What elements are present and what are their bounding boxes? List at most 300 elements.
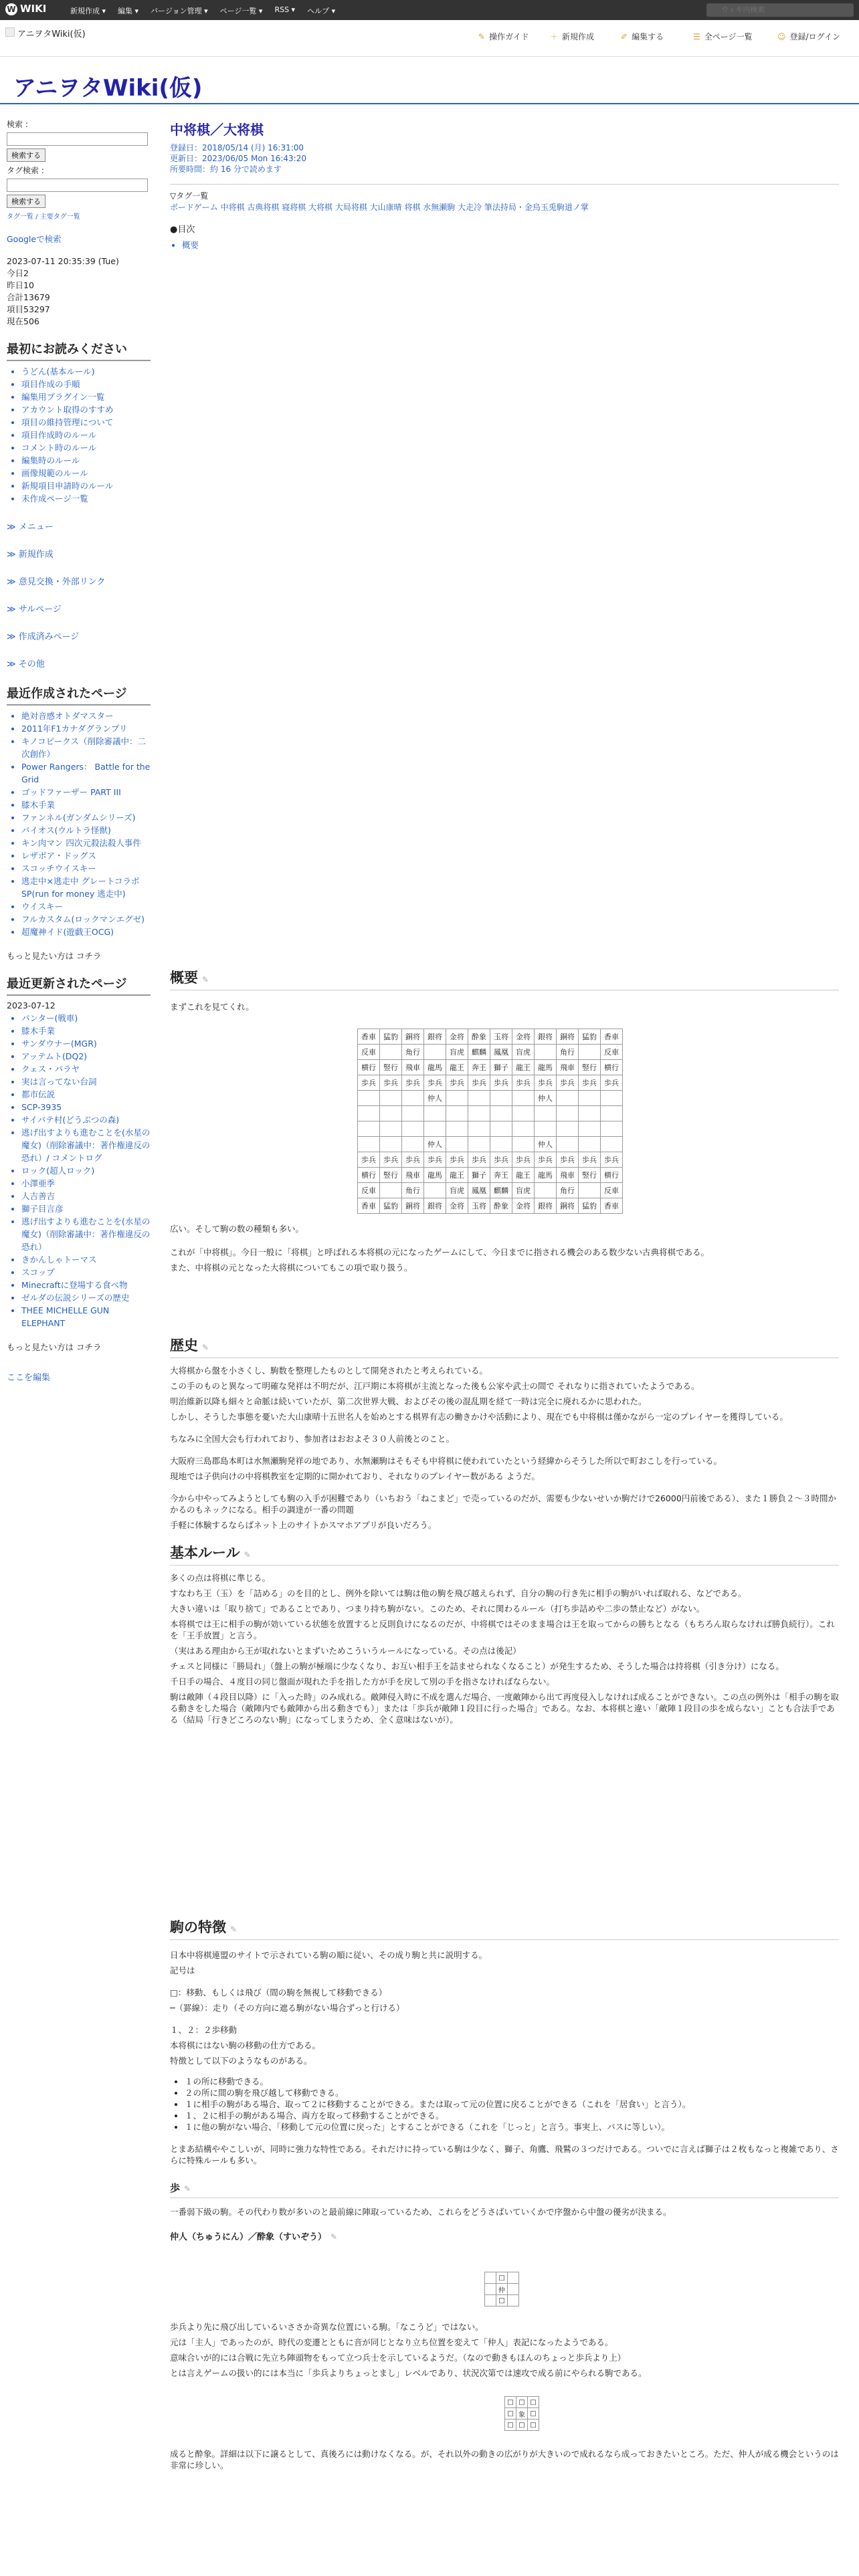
list-item[interactable]: • ロック(超人ロック) xyxy=(21,1164,151,1177)
suizo-move-diagram xyxy=(504,2396,839,2431)
recent-created-list xyxy=(7,710,151,938)
list-item[interactable]: • ゼルダの伝説シリーズの歴史 xyxy=(21,1291,151,1304)
board-cell xyxy=(446,1091,468,1106)
chunin-body xyxy=(170,2321,839,2379)
board-cell: 歩兵 xyxy=(424,1075,446,1091)
board-cell: 銀将 xyxy=(424,1198,446,1214)
board-cell xyxy=(535,1183,557,1198)
board-cell: 歩兵 xyxy=(557,1075,579,1091)
list-item: • １に相手の駒がある場合、取って２に移動することができる。または取って元の位置に戻ることができる（これを「居食い」と言う）。 xyxy=(185,2099,839,2110)
new-page-button[interactable] xyxy=(550,31,594,42)
board-cell: 反車 xyxy=(358,1045,380,1060)
tag-section xyxy=(170,184,839,213)
pieces-para: 特徴として以下のようなものがある。 xyxy=(170,2056,312,2066)
board-cell: 金将 xyxy=(512,1198,535,1214)
board-cell xyxy=(424,1183,446,1198)
board-row xyxy=(358,1168,623,1183)
board-cell xyxy=(601,1106,623,1121)
grid-cell xyxy=(485,2284,496,2295)
user-icon: ☺ xyxy=(777,32,786,41)
shogi-board xyxy=(357,1029,839,1214)
rules-para: チェスと同様に「勝局れ」（盤上の駒が極端に少なくなり、お互い相手王を詰ませられなくなること）が発生するため、そうした場合は持将棋（引き分け）になる。 xyxy=(170,1661,784,1671)
board-row xyxy=(358,1091,623,1106)
edit-section-icon[interactable]: ✎ xyxy=(244,1550,251,1560)
board-cell xyxy=(557,1091,579,1106)
board-cell xyxy=(380,1137,402,1152)
list-item[interactable]: • 新規項目申請時のルール xyxy=(21,479,151,492)
board-table xyxy=(357,1029,623,1214)
board-cell xyxy=(601,1091,623,1106)
history-para: 大将棋から盤を小さくし、駒数を整理したものとして開発されたと考えられている。 xyxy=(170,1366,488,1376)
grid-cell: □ xyxy=(505,2420,516,2431)
list-item[interactable]: • SCP-3935 xyxy=(21,1101,151,1113)
board-cell: 獅子 xyxy=(468,1168,490,1183)
list-item[interactable]: • 獅子目言彦 xyxy=(21,1202,151,1215)
board-cell xyxy=(424,1106,446,1121)
menu-rss[interactable]: RSS ▾ xyxy=(274,5,296,14)
overview-body xyxy=(170,1223,839,1273)
list-item[interactable]: • フルカスタム(ロックマンエグゼ) xyxy=(21,913,151,926)
board-cell: 鳳凰 xyxy=(468,1183,490,1198)
list-item: • １に他の駒がない場合、「移動して元の位置に戻った」とすることができる（これを「じっと」と言う。事実上、パスに等しい）。 xyxy=(185,2121,839,2133)
stat-today: 今日2 xyxy=(7,268,29,278)
list-item[interactable]: • 都市伝説 xyxy=(21,1088,151,1101)
edit-section-icon[interactable]: ✎ xyxy=(184,2184,191,2193)
chunin-para: 元は「主人」であったのが、時代の変遷とともに音が同じとなり立ち位置を変えて「仲人」表記になったようである。 xyxy=(170,2337,613,2347)
toc-item[interactable]: • 概要 xyxy=(182,240,839,251)
all-pages-button[interactable] xyxy=(693,31,753,42)
board-cell: 歩兵 xyxy=(446,1075,468,1091)
board-cell: 歩兵 xyxy=(490,1152,512,1168)
board-cell xyxy=(402,1091,424,1106)
history-para: 現地では子供向けの中将棋教室を定期的に開かれており、それなりのプレイヤー数がある ようだ。 xyxy=(170,1471,540,1481)
pieces-para: □：移動、もしくは飛び（間の駒を無視して移動できる） xyxy=(170,1988,387,1998)
google-search-link[interactable]: Googleで検索 xyxy=(7,234,62,244)
overview-intro: まずこれを見てくれ。 xyxy=(170,1002,254,1012)
overview-heading xyxy=(170,963,839,990)
first-read-list xyxy=(7,365,151,505)
board-cell xyxy=(579,1106,601,1121)
side-search-button[interactable]: 検索する xyxy=(7,148,45,162)
list-item[interactable]: • 項目の維持管理について xyxy=(21,416,151,429)
site-name[interactable] xyxy=(5,27,86,39)
board-cell: 角行 xyxy=(557,1045,579,1060)
list-item[interactable]: • 実は言ってない台詞 xyxy=(21,1075,151,1088)
board-cell: 龍馬 xyxy=(535,1060,557,1075)
list-item[interactable]: • クェス・パラヤ xyxy=(21,1063,151,1075)
top-menu xyxy=(70,5,335,16)
list-item[interactable]: • 小澤亜季 xyxy=(21,1177,151,1190)
history-para: この手のものと異なって明確な発祥は不明だが、江戸期に本将棋が主流となった後も公家や武士の間で それなりに指されていたようである。 xyxy=(170,1381,700,1391)
login-label: 登録/ログイン xyxy=(789,32,840,41)
list-item: • １の所に移動できる。 xyxy=(185,2076,839,2087)
board-cell: 竪行 xyxy=(380,1168,402,1183)
wiki-logo-icon: W xyxy=(5,3,17,15)
grid-cell: □ xyxy=(516,2420,528,2431)
board-cell: 仲人 xyxy=(535,1137,557,1152)
board-cell xyxy=(512,1137,535,1152)
rules-body xyxy=(170,1572,839,1725)
edit-section-icon[interactable]: ✎ xyxy=(330,2232,338,2242)
board-row xyxy=(358,1183,623,1198)
article-title: 中将棋／大将棋 xyxy=(170,122,264,138)
board-cell: 銅将 xyxy=(402,1198,424,1214)
top-bar xyxy=(0,0,859,20)
board-cell: 玉将 xyxy=(468,1198,490,1214)
board-cell: 麒麟 xyxy=(490,1183,512,1198)
board-cell: 歩兵 xyxy=(601,1075,623,1091)
created-link[interactable]: ≫ 作成済みページ xyxy=(7,632,80,642)
list-item[interactable]: • 逃げ出すよりも進むことを(水星の魔女)（削除審議中：著作権違反の恐れ） xyxy=(21,1215,151,1253)
pieces-para: 記号は xyxy=(170,1965,195,1975)
board-cell xyxy=(468,1106,490,1121)
board-cell: 盲虎 xyxy=(446,1045,468,1060)
top-search-input[interactable] xyxy=(706,3,854,17)
list-item[interactable]: • 膝木手業 xyxy=(21,1025,151,1037)
edit-button[interactable] xyxy=(621,31,664,42)
grid-row xyxy=(505,2408,539,2420)
board-cell: 横行 xyxy=(601,1060,623,1075)
section-fu xyxy=(170,2178,839,2218)
board-cell: 銅将 xyxy=(557,1198,579,1214)
other-link[interactable]: ≫ その他 xyxy=(7,659,45,669)
grid-cell xyxy=(485,2295,496,2306)
overview-para-2: これが「中将棋」。今日一般に「将棋」と呼ばれる本将棋の元になったゲームにして、今日までに指される機会のある数少ない古典将棋である。 xyxy=(170,1247,710,1257)
pieces-para: １、２：２歩移動 xyxy=(170,2025,237,2035)
board-cell xyxy=(402,1137,424,1152)
list-item[interactable]: • 未作成ページ一覧 xyxy=(21,492,151,505)
board-cell: 歩兵 xyxy=(601,1152,623,1168)
rules-heading xyxy=(170,1538,839,1566)
list-item[interactable]: • 項目作成時のルール xyxy=(21,429,151,441)
board-cell: 歩兵 xyxy=(579,1152,601,1168)
list-item[interactable]: • 人吉善吉 xyxy=(21,1190,151,1202)
list-item[interactable]: • THEE MICHELLE GUN ELEPHANT xyxy=(21,1304,151,1329)
list-item[interactable]: • うどん(基本ルール) xyxy=(21,365,151,378)
grid-row xyxy=(505,2397,539,2408)
board-cell: 飛車 xyxy=(402,1060,424,1075)
board-cell xyxy=(402,1121,424,1137)
board-cell: 歩兵 xyxy=(358,1075,380,1091)
board-row xyxy=(358,1075,623,1091)
tag-search-label: タグ検索 : xyxy=(7,166,44,175)
board-cell: 猛豹 xyxy=(579,1198,601,1214)
list-icon: ☰ xyxy=(693,32,700,41)
board-cell: 酔象 xyxy=(468,1029,490,1045)
stat-now: 現在506 xyxy=(7,316,39,326)
board-cell: 獅子 xyxy=(490,1060,512,1075)
fu-para: 一番弱下級の駒。その代わり数が多いのと最前線に陣取っているため、これらをどうさばいていくかで序盤から中盤の優劣が決まる。 xyxy=(170,2207,672,2217)
list-item[interactable]: • レザボア・ドッグス xyxy=(21,849,151,862)
more-updated-link[interactable]: もっと見たい方は コチラ xyxy=(7,1342,102,1352)
chunin-after-para: 成ると酔象。詳細は以下に譲るとして、真後ろには動けなくなる。が、それ以外の動きの広がりが大きいので成れるなら成っておきたいところ。ただ、仲人が成る機会というのは非常に珍しい。 xyxy=(170,2449,839,2470)
grid-cell: □ xyxy=(505,2408,516,2420)
pieces-heading xyxy=(170,1913,839,1940)
guide-icon: ✎ xyxy=(478,32,486,41)
board-cell xyxy=(380,1106,402,1121)
plus-icon: ＋ xyxy=(550,32,559,41)
list-item[interactable]: • きかんしゃトーマス xyxy=(21,1253,151,1266)
board-cell: 龍王 xyxy=(512,1168,535,1183)
pieces-para: 日本中将棋連盟のサイトで示されている駒の順に従い、その成り駒と共に説明する。 xyxy=(170,1950,488,1960)
chunin-heading xyxy=(170,2227,839,2245)
board-cell: 香車 xyxy=(601,1198,623,1214)
menu-pagelist[interactable]: ページ一覧 ▾ xyxy=(219,7,263,15)
board-cell xyxy=(601,1137,623,1152)
board-cell: 歩兵 xyxy=(512,1075,535,1091)
board-cell: 横行 xyxy=(358,1168,380,1183)
grid-cell xyxy=(508,2284,519,2295)
list-item[interactable]: • スコップ xyxy=(21,1266,151,1279)
list-item[interactable]: • 画像規範のルール xyxy=(21,467,151,479)
board-cell: 反車 xyxy=(601,1183,623,1198)
list-item[interactable]: • 膝木手業 xyxy=(21,798,151,811)
more-created-link[interactable]: もっと見たい方は コチラ xyxy=(7,951,102,961)
grid-row xyxy=(485,2295,519,2306)
grid-cell: □ xyxy=(528,2420,539,2431)
fu-heading xyxy=(170,2178,839,2198)
board-cell: 盲虎 xyxy=(446,1183,468,1198)
login-button[interactable] xyxy=(777,31,840,42)
board-cell xyxy=(512,1121,535,1137)
board-cell xyxy=(601,1121,623,1137)
board-cell: 猛豹 xyxy=(380,1198,402,1214)
section-history xyxy=(170,1331,839,1535)
board-cell xyxy=(446,1137,468,1152)
pencil-icon: ✐ xyxy=(621,32,628,41)
chunin-para: 歩兵より先に飛び出しているいささか奇異な位置にいる駒。「なこうど」ではない。 xyxy=(170,2322,484,2332)
board-cell: 龍王 xyxy=(446,1168,468,1183)
toc-heading: ●目次 xyxy=(170,225,195,235)
board-cell xyxy=(468,1137,490,1152)
board-cell: 歩兵 xyxy=(358,1152,380,1168)
board-cell: 竪行 xyxy=(579,1060,601,1075)
list-item[interactable]: • コメント時のルール xyxy=(21,441,151,454)
board-cell xyxy=(402,1106,424,1121)
board-cell: 歩兵 xyxy=(557,1152,579,1168)
fu-heading-text: 歩 xyxy=(170,2182,181,2194)
board-cell: 歩兵 xyxy=(446,1152,468,1168)
board-cell xyxy=(468,1091,490,1106)
board-cell: 歩兵 xyxy=(402,1075,424,1091)
board-cell: 歩兵 xyxy=(424,1152,446,1168)
pieces-heading-text: 駒の特徴 xyxy=(170,1919,226,1935)
tag-links[interactable]: ボードゲーム 中将棋 古典将棋 寝将棋 大将棋 大局将棋 大山康晴 将棋 水無瀬駒 大走冷 筆法持局・金烏玉兎駒道ノ掌 xyxy=(170,203,589,212)
list-item[interactable]: • 2011年F1カナダグランプリ xyxy=(21,722,151,735)
board-cell xyxy=(424,1045,446,1060)
board-cell xyxy=(579,1091,601,1106)
board-cell: 盲虎 xyxy=(512,1045,535,1060)
board-cell: 銀将 xyxy=(424,1029,446,1045)
all-pages-label: 全ページ一覧 xyxy=(704,32,753,41)
section-overview xyxy=(170,963,839,1277)
first-read-heading: 最初にお読みください xyxy=(7,340,151,361)
grid-cell: □ xyxy=(516,2397,528,2408)
board-cell xyxy=(535,1121,557,1137)
board-cell: 奔王 xyxy=(490,1168,512,1183)
board-cell: 角行 xyxy=(402,1045,424,1060)
list-item[interactable]: • キノコピークス（削除審議中：二次創作） xyxy=(21,735,151,760)
move-grid xyxy=(484,2272,519,2306)
history-heading xyxy=(170,1331,839,1358)
edit-label: 編集する xyxy=(632,32,664,41)
list-item[interactable]: • 超魔神イド(遊戯王OCG) xyxy=(21,926,151,938)
list-item[interactable]: • スコッチウイスキー xyxy=(21,862,151,875)
grid-cell: □ xyxy=(528,2397,539,2408)
list-item[interactable]: • 絶対音感オトダマスター xyxy=(21,710,151,722)
board-cell xyxy=(490,1137,512,1152)
menu-edit[interactable]: 編集 ▾ xyxy=(118,7,139,15)
grid-cell xyxy=(485,2272,496,2284)
board-cell xyxy=(358,1137,380,1152)
list-item[interactable]: • 逃げ出すよりも進むことを(水星の魔女)（削除審議中：著作権違反の恐れ）/ コメントログ xyxy=(21,1126,151,1164)
board-cell xyxy=(579,1045,601,1060)
list-item[interactable]: • パンター(戦車) xyxy=(21,1012,151,1025)
edit-section-icon[interactable]: ✎ xyxy=(202,1343,209,1352)
side-search-input[interactable] xyxy=(7,132,148,146)
board-cell: 歩兵 xyxy=(380,1152,402,1168)
edit-sidebar-link[interactable]: ここを編集 xyxy=(7,1373,51,1383)
overview-heading-text: 概要 xyxy=(170,970,198,986)
board-row xyxy=(358,1137,623,1152)
board-cell xyxy=(579,1183,601,1198)
tag-search-input[interactable] xyxy=(7,179,148,192)
rules-heading-text: 基本ルール xyxy=(170,1545,240,1561)
recent-created-heading: 最近作成されたページ xyxy=(7,684,151,706)
board-cell: 歩兵 xyxy=(579,1075,601,1091)
edit-section-icon[interactable]: ✎ xyxy=(202,975,209,984)
stat-total: 合計13679 xyxy=(7,292,50,302)
history-body xyxy=(170,1365,839,1531)
list-item: • ２の所に間の駒を飛び越して移動できる。 xyxy=(185,2087,839,2099)
list-item[interactable]: • ファンネル(ガンダムシリーズ) xyxy=(21,811,151,824)
board-cell: 酔象 xyxy=(490,1198,512,1214)
grid-cell: 象 xyxy=(516,2408,528,2420)
board-cell: 盲虎 xyxy=(512,1183,535,1198)
section-pieces xyxy=(170,1913,839,2475)
board-cell: 横行 xyxy=(358,1060,380,1075)
menu-link[interactable]: ≫ メニュー xyxy=(7,522,54,532)
section-rules xyxy=(170,1538,839,1729)
board-row xyxy=(358,1152,623,1168)
page-title[interactable]: アニヲタWiki(仮) xyxy=(13,75,203,102)
list-item[interactable]: • キン肉マン 四次元殺法殺人事件 xyxy=(21,837,151,849)
list-item[interactable]: • Minecraftに登場する食べ物 xyxy=(21,1279,151,1291)
list-item[interactable]: • 編集時のルール xyxy=(21,454,151,467)
board-row xyxy=(358,1198,623,1214)
new-link[interactable]: ≫ 新規作成 xyxy=(7,550,54,560)
board-cell xyxy=(535,1106,557,1121)
board-cell: 猛豹 xyxy=(579,1029,601,1045)
board-cell xyxy=(579,1121,601,1137)
board-cell: 歩兵 xyxy=(468,1075,490,1091)
stat-datetime: 2023-07-11 20:35:39 (Tue) xyxy=(7,256,119,266)
list-item[interactable]: • アッテムト(DQ2) xyxy=(21,1050,151,1063)
menu-version[interactable]: バージョン管理 ▾ xyxy=(151,7,208,15)
grid-cell: □ xyxy=(496,2272,508,2284)
edit-section-icon[interactable]: ✎ xyxy=(230,1925,237,1934)
list-item[interactable]: • サンダウナー(MGR) xyxy=(21,1037,151,1050)
list-item[interactable]: • ウイスキー xyxy=(21,900,151,913)
overview-para-1: 広い。そして駒の数の種類も多い。 xyxy=(170,1224,304,1234)
rules-para: 千日手の場合、４度目の同じ盤面が現れた手を指した方が手を戻して別の手を指さなければならない。 xyxy=(170,1677,555,1687)
board-row xyxy=(358,1060,623,1075)
board-cell: 歩兵 xyxy=(402,1152,424,1168)
history-para: 手軽に体験するならばネット上のサイトかスマホアプリが良いだろう。 xyxy=(170,1520,437,1530)
board-cell: 奔王 xyxy=(468,1060,490,1075)
board-cell xyxy=(490,1121,512,1137)
menu-help[interactable]: ヘルプ ▾ xyxy=(307,7,336,15)
board-cell: 龍馬 xyxy=(424,1168,446,1183)
chunin-para: 意味合いが的には合戦に先立ち陣頭物をもって立つ兵士を示しているようだ。（なので動きもほんのちょっと歩兵より上） xyxy=(170,2353,626,2363)
tag-search-button[interactable]: 検索する xyxy=(7,195,45,208)
board-cell: 歩兵 xyxy=(468,1152,490,1168)
board-cell: 反車 xyxy=(358,1183,380,1198)
stats xyxy=(7,255,151,328)
list-item[interactable]: • Power Rangers： Battle for the Grid xyxy=(21,760,151,786)
logo-text: WIKI xyxy=(20,3,47,15)
recent-updated-list xyxy=(7,1012,151,1329)
list-item[interactable]: • バイオス(ウルトラ怪獣) xyxy=(21,824,151,837)
grid-cell xyxy=(508,2272,519,2284)
grid-cell xyxy=(508,2295,519,2306)
list-item[interactable]: • 項目作成の手順 xyxy=(21,378,151,391)
board-cell: 仲人 xyxy=(424,1137,446,1152)
rules-para: 本将棋では王に相手の駒が効いている状態を放置すると反則負けになるのだが、中将棋ではそのまま場合は王を取ってからの勝ちとなる（もちろん取らなければ勝負続行）。これを「王手放置」と言う。 xyxy=(170,1619,835,1640)
overview-para-3: また、中将棋の元となった大将棋についてもこの項で取り扱う。 xyxy=(170,1263,413,1273)
board-cell: 竪行 xyxy=(579,1168,601,1183)
board-cell: 香車 xyxy=(358,1198,380,1214)
board-cell: 仲人 xyxy=(424,1091,446,1106)
opinion-link[interactable]: ≫ 意見交換・外部リンク xyxy=(7,577,106,587)
wiki-logo[interactable] xyxy=(5,3,46,15)
history-heading-text: 歴史 xyxy=(170,1337,198,1354)
board-cell: 飛車 xyxy=(557,1060,579,1075)
menu-new[interactable]: 新規作成 ▾ xyxy=(70,7,106,15)
history-para: 大阪府三島郡島本町は水無瀬駒発祥の地であり、水無瀬駒はそもそも中将棋に使われていたという経緯からそうした所以で町おこしを行っている。 xyxy=(170,1456,723,1466)
sal-page-link[interactable]: ≫ サルページ xyxy=(7,605,62,615)
board-cell: 猛豹 xyxy=(380,1029,402,1045)
pieces-body xyxy=(170,1949,839,2166)
list-item[interactable]: • ゴッドファーザー PART III xyxy=(21,786,151,798)
board-cell xyxy=(490,1106,512,1121)
board-cell: 玉将 xyxy=(490,1029,512,1045)
rules-para: 多くの点は将棋に準じる。 xyxy=(170,1573,271,1583)
board-cell: 角行 xyxy=(557,1183,579,1198)
board-cell xyxy=(358,1121,380,1137)
tag-list-link[interactable]: タグ一覧 / 主要タグ一覧 xyxy=(7,213,80,221)
list-item[interactable]: • アカウント取得のすすめ xyxy=(21,403,151,416)
list-item[interactable]: • 逃走中×逃走中 グレートコラボSP(run for money 逃走中) xyxy=(21,875,151,900)
guide-label: 操作ガイド xyxy=(489,32,529,41)
list-item[interactable]: • サイバテ村(どうぶつの森) xyxy=(21,1113,151,1126)
stat-items: 項目53297 xyxy=(7,304,50,314)
toc-list xyxy=(170,240,839,251)
board-cell: 銀将 xyxy=(535,1029,557,1045)
search-label: 検索 : xyxy=(7,120,28,129)
board-cell: 龍王 xyxy=(512,1060,535,1075)
table-of-contents xyxy=(170,240,839,251)
board-cell xyxy=(380,1091,402,1106)
board-cell: 香車 xyxy=(358,1029,380,1045)
guide-button[interactable] xyxy=(478,31,529,42)
board-cell xyxy=(380,1121,402,1137)
list-item[interactable]: • 編集用プラグイン一覧 xyxy=(21,391,151,403)
board-cell: 金将 xyxy=(512,1029,535,1045)
board-cell xyxy=(358,1091,380,1106)
tag-label: ▽タグ一覧 xyxy=(170,191,209,201)
board-cell xyxy=(512,1106,535,1121)
